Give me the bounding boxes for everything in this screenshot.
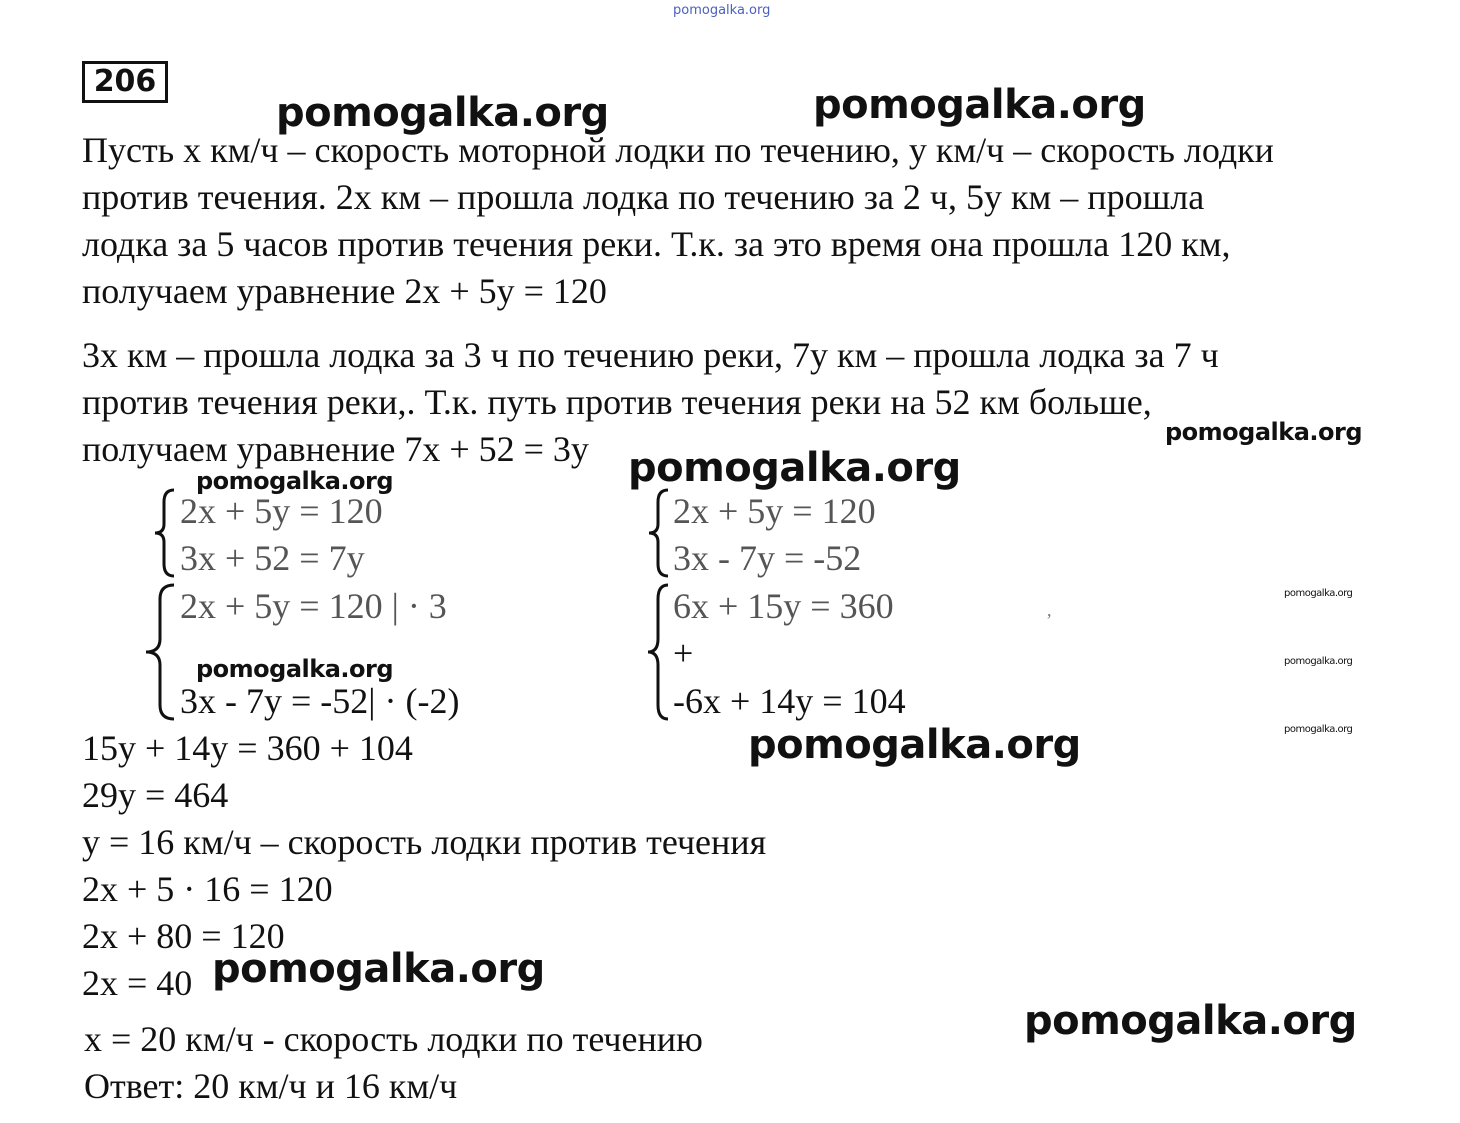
watermark: pomogalka.org	[1024, 998, 1357, 1044]
text-line: Пусть x км/ч – скорость моторной лодки по течению, y км/ч – скорость лодки	[82, 130, 1274, 170]
text-line: 3x км – прошла лодка за 3 ч по течению реки, 7y км – прошла лодка за 7 ч	[82, 335, 1219, 375]
brace-system-2	[644, 488, 674, 578]
solution-line: 2x + 5 · 16 = 120	[82, 869, 333, 909]
watermark: pomogalka.org	[628, 445, 961, 491]
text-line: получаем уравнение 2x + 5y = 120	[82, 271, 607, 311]
header-watermark: pomogalka.org	[673, 3, 771, 18]
stray-mark: ,	[1047, 600, 1052, 620]
solution-line: 29y = 464	[82, 775, 229, 815]
watermark: pomogalka.org	[276, 90, 609, 136]
text-line: получаем уравнение 7x + 52 = 3y	[82, 429, 589, 469]
watermark: pomogalka.org	[196, 655, 394, 683]
watermark: pomogalka.org	[1284, 724, 1353, 735]
equation: 2x + 5y = 120	[673, 491, 876, 531]
equation: 2x + 5y = 120 | · 3	[180, 586, 447, 626]
solution-line: 2x = 40	[82, 963, 193, 1003]
text-line: против течения. 2x км – прошла лодка по течению за 2 ч, 5y км – прошла	[82, 177, 1205, 217]
brace-system-1	[150, 488, 180, 578]
paragraph-1	[82, 127, 1274, 315]
watermark: pomogalka.org	[1284, 656, 1353, 667]
equation: -6x + 14y = 104	[673, 681, 906, 721]
watermark: pomogalka.org	[212, 946, 545, 992]
result-x: x = 20 км/ч - скорость лодки по течению	[84, 1019, 703, 1059]
solution-line: y = 16 км/ч – скорость лодки против течения	[82, 822, 767, 862]
equation: 3x - 7y = -52	[673, 538, 862, 578]
solution-line: 2x + 80 = 120	[82, 916, 285, 956]
equation: +	[673, 633, 694, 673]
solution-line: 15y + 14y = 360 + 104	[82, 728, 413, 768]
watermark: pomogalka.org	[1284, 588, 1353, 599]
equation: 6x + 15y = 360	[673, 586, 894, 626]
brace-system-3	[140, 583, 180, 721]
equation: 3x + 52 = 7y	[180, 538, 365, 578]
text-line: против течения реки,. Т.к. путь против течения реки на 52 км больше,	[82, 382, 1152, 422]
watermark: pomogalka.org	[196, 467, 394, 495]
equation: 2x + 5y = 120	[180, 491, 383, 531]
watermark: pomogalka.org	[748, 722, 1081, 768]
text-line: лодка за 5 часов против течения реки. Т.к. за это время она прошла 120 км,	[82, 224, 1231, 264]
equation: 3x - 7y = -52| · (-2)	[180, 681, 460, 721]
problem-number: 206	[82, 61, 168, 103]
brace-system-4	[644, 583, 674, 721]
watermark: pomogalka.org	[1165, 418, 1363, 446]
answer: Ответ: 20 км/ч и 16 км/ч	[84, 1066, 458, 1106]
watermark: pomogalka.org	[813, 82, 1146, 128]
